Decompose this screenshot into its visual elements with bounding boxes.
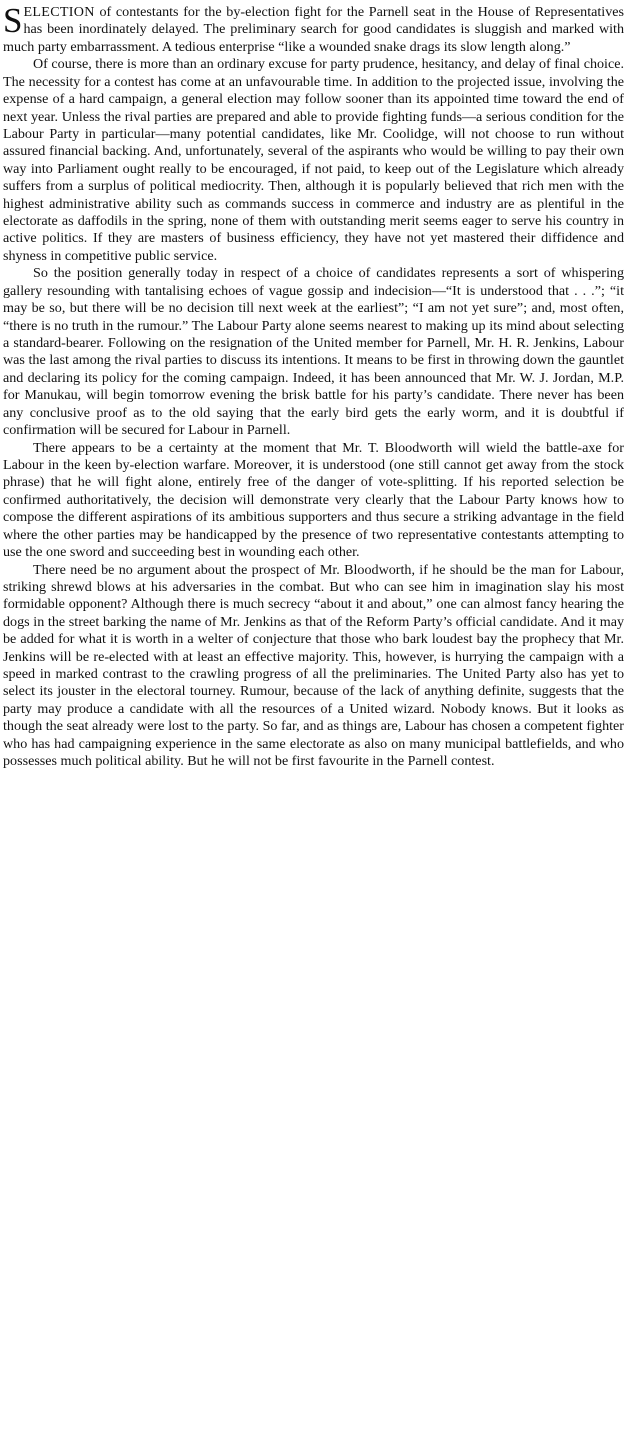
paragraph-3: So the position generally today in respect of a choice of candidates represents a sort of whispering gallery resounding with tantalising echoes of vague gossip and indecision—“It is understood that . . .”; “it may be so, but there will be no decision till next week at the earliest”; “I am not yet sure”; and, most often, “there is no truth in the rumour.” The Labour Party alone seems nearest to making up its mind about selecting a standard-bearer. Following on the resignation of the United member for Parnell, Mr. H. R. Jenkins, Labour was the last among the rival parties to discuss its intentions. It means to be first in throwing down the gauntlet and declaring its policy for the coming campaign. Indeed, it has been announced that Mr. W. J. Jordan, M.P. for Manukau, will begin tomorrow evening the brisk battle for his party’s candidate. There never has been any conclusive proof as to the old saying that the early bird gets the early worm, and it is doubtful if confirmation will be secured for Labour in Parnell. — [3, 265, 624, 439]
drop-cap: S — [3, 1, 23, 40]
paragraph-4: There appears to be a certainty at the moment that Mr. T. Bloodworth will wield the battle-axe for Labour in the keen by-election warfare. Moreover, it is understood (one still cannot get away from the stock phrase) that he will fight alone, entirely free of the danger of vote-splitting. If his reported selection be confirmed authoritatively, the decision will demonstrate very clearly that the Labour Party knows how to compose the different aspirations of its ambitious supporters and thus secure a striking advantage in the field where the other parties may be handicapped by the presence of two representative contestants attempting to use the one sword and succeeding best in wounding each other. — [3, 439, 624, 561]
paragraph-1-text: of contestants for the by-election fight for the Parnell seat in the House of Representatives has been inordinately delayed. The preliminary search for good candidates is sluggish and marked with much party embarrassment. A tedious enterprise “like a wounded snake drags its slow length along.” — [3, 4, 624, 55]
lead-in-caps: ELECTION — [23, 4, 95, 20]
paragraph-5: There need be no argument about the prospect of Mr. Bloodworth, if he should be the man for Labour, striking shrewd blows at his adversaries in the combat. But who can see him in imagination slay his most formidable opponent? Although there is much secrecy “about it and about,” one can almost fancy hearing the dogs in the street barking the name of Mr. Jenkins as that of the Reform Party’s official candidate. And it may be added for what it is worth in a welter of conjecture that those who bark loudest bay the prophecy that Mr. Jenkins will be re-elected with at least an effective majority. This, however, is hurrying the campaign with a speed in marked contrast to the crawling progress of all the preliminaries. The United Party also has yet to select its jouster in the electoral tourney. Rumour, because of the lack of anything definite, suggests that the party may produce a candidate with all the resources of a United wizard. Nobody knows. But it looks as though the seat already were lost to the party. So far, and as things are, Labour has chosen a competent fighter who has had campaigning experience in the same electorate as also on many municipal battlefields, and who possesses much political ability. But he will not be first favourite in the Parnell contest. — [3, 561, 624, 770]
paragraph-1 — [3, 1, 624, 56]
paragraph-2: Of course, there is more than an ordinary excuse for party prudence, hesitancy, and delay of final choice. The necessity for a contest has come at an unfavourable time. In addition to the projected issue, involving the expense of a hard campaign, a general election may follow sooner than its appointed time toward the end of next year. Unless the rival parties are prepared and able to provide fighting funds—a serious condition for the Labour Party in particular—many potential candidates, like Mr. Coolidge, will not choose to run without assured financial backing. And, unfortunately, several of the aspirants who would be willing to pay their own way into Parliament ought really to be encouraged, if not paid, to keep out of the Legislature which already suffers from a surplus of political mediocrity. Then, although it is popularly believed that rich men with the highest administrative ability such as commands success in commerce and industry are as plentiful in the electorate as daffodils in the spring, none of them with outstanding merit seems eager to serve his country in active politics. If they are masters of business efficiency, they have not yet mastered their diffidence and shyness in competitive public service. — [3, 56, 624, 264]
